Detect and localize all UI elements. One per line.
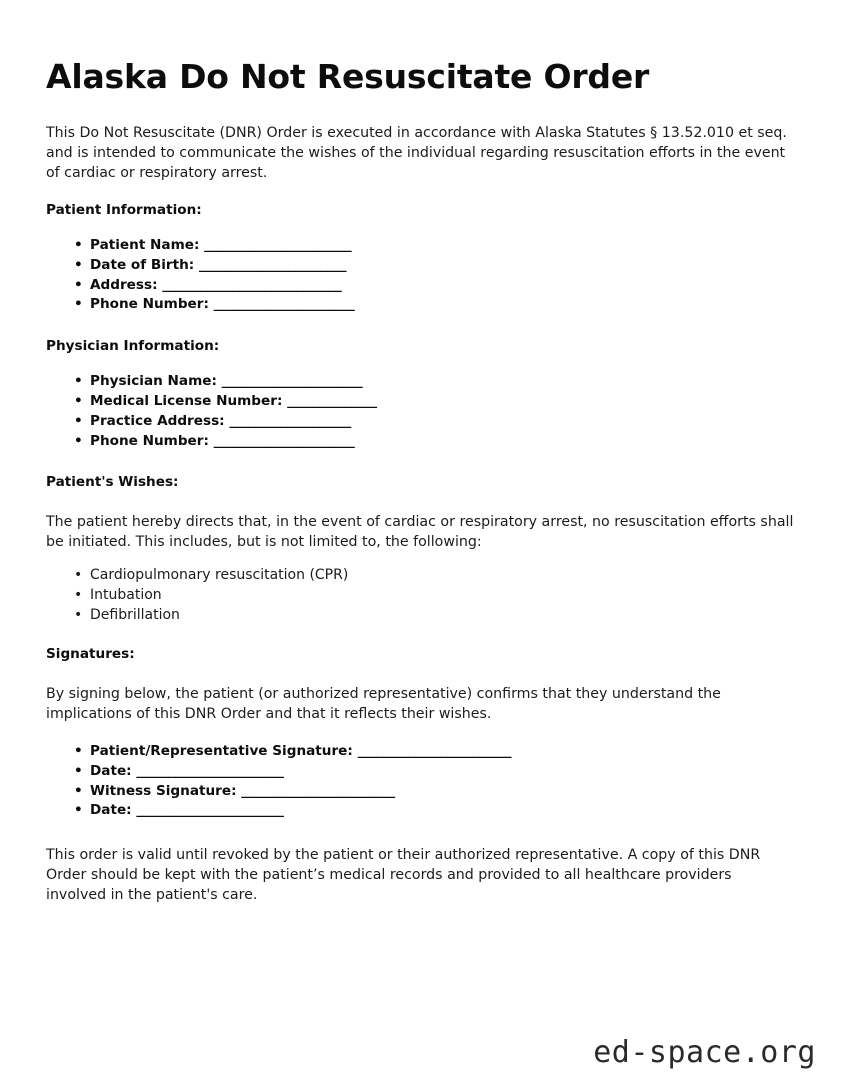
field-blank-line[interactable]: _______________________ — [204, 236, 352, 253]
field-label: Phone Number: — [90, 296, 209, 313]
signatures-paragraph: By signing below, the patient (or authorized representative) confirms that they understand the implications of this DNR Order and that it reflects their wishes. — [46, 686, 721, 723]
field-label: Patient/Representative Signature: — [90, 743, 353, 760]
list-item: • Cardiopulmonary resuscitation (CPR) — [46, 566, 796, 586]
field-label: Date of Birth: — [90, 256, 195, 273]
field-physician-name — [46, 372, 796, 392]
field-blank-line[interactable]: _______________________ — [136, 802, 284, 819]
field-blank-line[interactable]: ______________________ — [221, 373, 363, 390]
field-witness-signature — [46, 782, 796, 802]
site-watermark: ed-space.org — [593, 1035, 816, 1070]
field-patient-signature-date — [46, 762, 796, 782]
patients-wishes-paragraph: The patient hereby directs that, in the event of cardiac or respiratory arrest, no resuscitation efforts shall be initiated. This includes, but is not limited to, the following: — [46, 514, 794, 551]
field-label: Witness Signature: — [90, 782, 237, 799]
section-heading-patient-information: Patient Information: — [46, 201, 202, 218]
field-blank-line[interactable]: _______________________ — [136, 762, 284, 779]
field-practice-address — [46, 412, 796, 432]
field-blank-line[interactable]: _______________________ — [198, 256, 347, 273]
field-medical-license-number — [46, 392, 796, 412]
field-address — [46, 276, 796, 296]
field-blank-line[interactable]: ______________________ — [213, 296, 355, 313]
field-physician-phone-number — [46, 432, 796, 452]
field-label: Patient Name: — [90, 236, 200, 253]
list-item: • Defibrillation — [46, 606, 796, 626]
physician-information-fields — [46, 372, 796, 451]
list-item: • Intubation — [46, 586, 796, 606]
field-blank-line[interactable]: ______________ — [287, 392, 377, 409]
field-date-of-birth — [46, 256, 796, 276]
field-label: Medical License Number: — [90, 392, 283, 409]
field-witness-signature-date — [46, 801, 796, 821]
field-blank-line[interactable]: ____________________________ — [162, 276, 342, 293]
field-patient-name — [46, 236, 796, 256]
field-phone-number — [46, 295, 796, 315]
closing-paragraph: This order is valid until revoked by the patient or their authorized representative. A copy of this DNR Order should be kept with the patient’s medical records and provided to all healthcare providers involved in the patient's care. — [46, 847, 761, 904]
intro-paragraph: This Do Not Resuscitate (DNR) Order is executed in accordance with Alaska Statutes § 13.52.010 et seq. and is intended to communicate the wishes of the individual regarding resuscitation efforts in the event of cardiac or respiratory arrest. — [46, 124, 787, 181]
field-blank-line[interactable]: ________________________ — [241, 782, 395, 799]
field-label: Date: — [90, 762, 132, 779]
field-patient-representative-signature — [46, 742, 796, 762]
section-heading-patients-wishes: Patient's Wishes: — [46, 474, 179, 491]
patients-wishes-items — [46, 566, 796, 625]
field-label: Date: — [90, 802, 132, 819]
signature-fields — [46, 742, 796, 821]
page-title: Alaska Do Not Resuscitate Order — [46, 57, 650, 96]
field-blank-line[interactable]: ________________________ — [357, 743, 512, 760]
field-blank-line[interactable]: ___________________ — [229, 412, 351, 429]
section-heading-physician-information: Physician Information: — [46, 338, 220, 355]
field-label: Practice Address: — [90, 412, 225, 429]
field-label: Phone Number: — [90, 432, 209, 449]
section-heading-signatures: Signatures: — [46, 646, 135, 663]
field-label: Address: — [90, 276, 158, 293]
field-blank-line[interactable]: ______________________ — [213, 432, 355, 449]
patient-information-fields — [46, 236, 796, 315]
field-label: Physician Name: — [90, 373, 217, 390]
